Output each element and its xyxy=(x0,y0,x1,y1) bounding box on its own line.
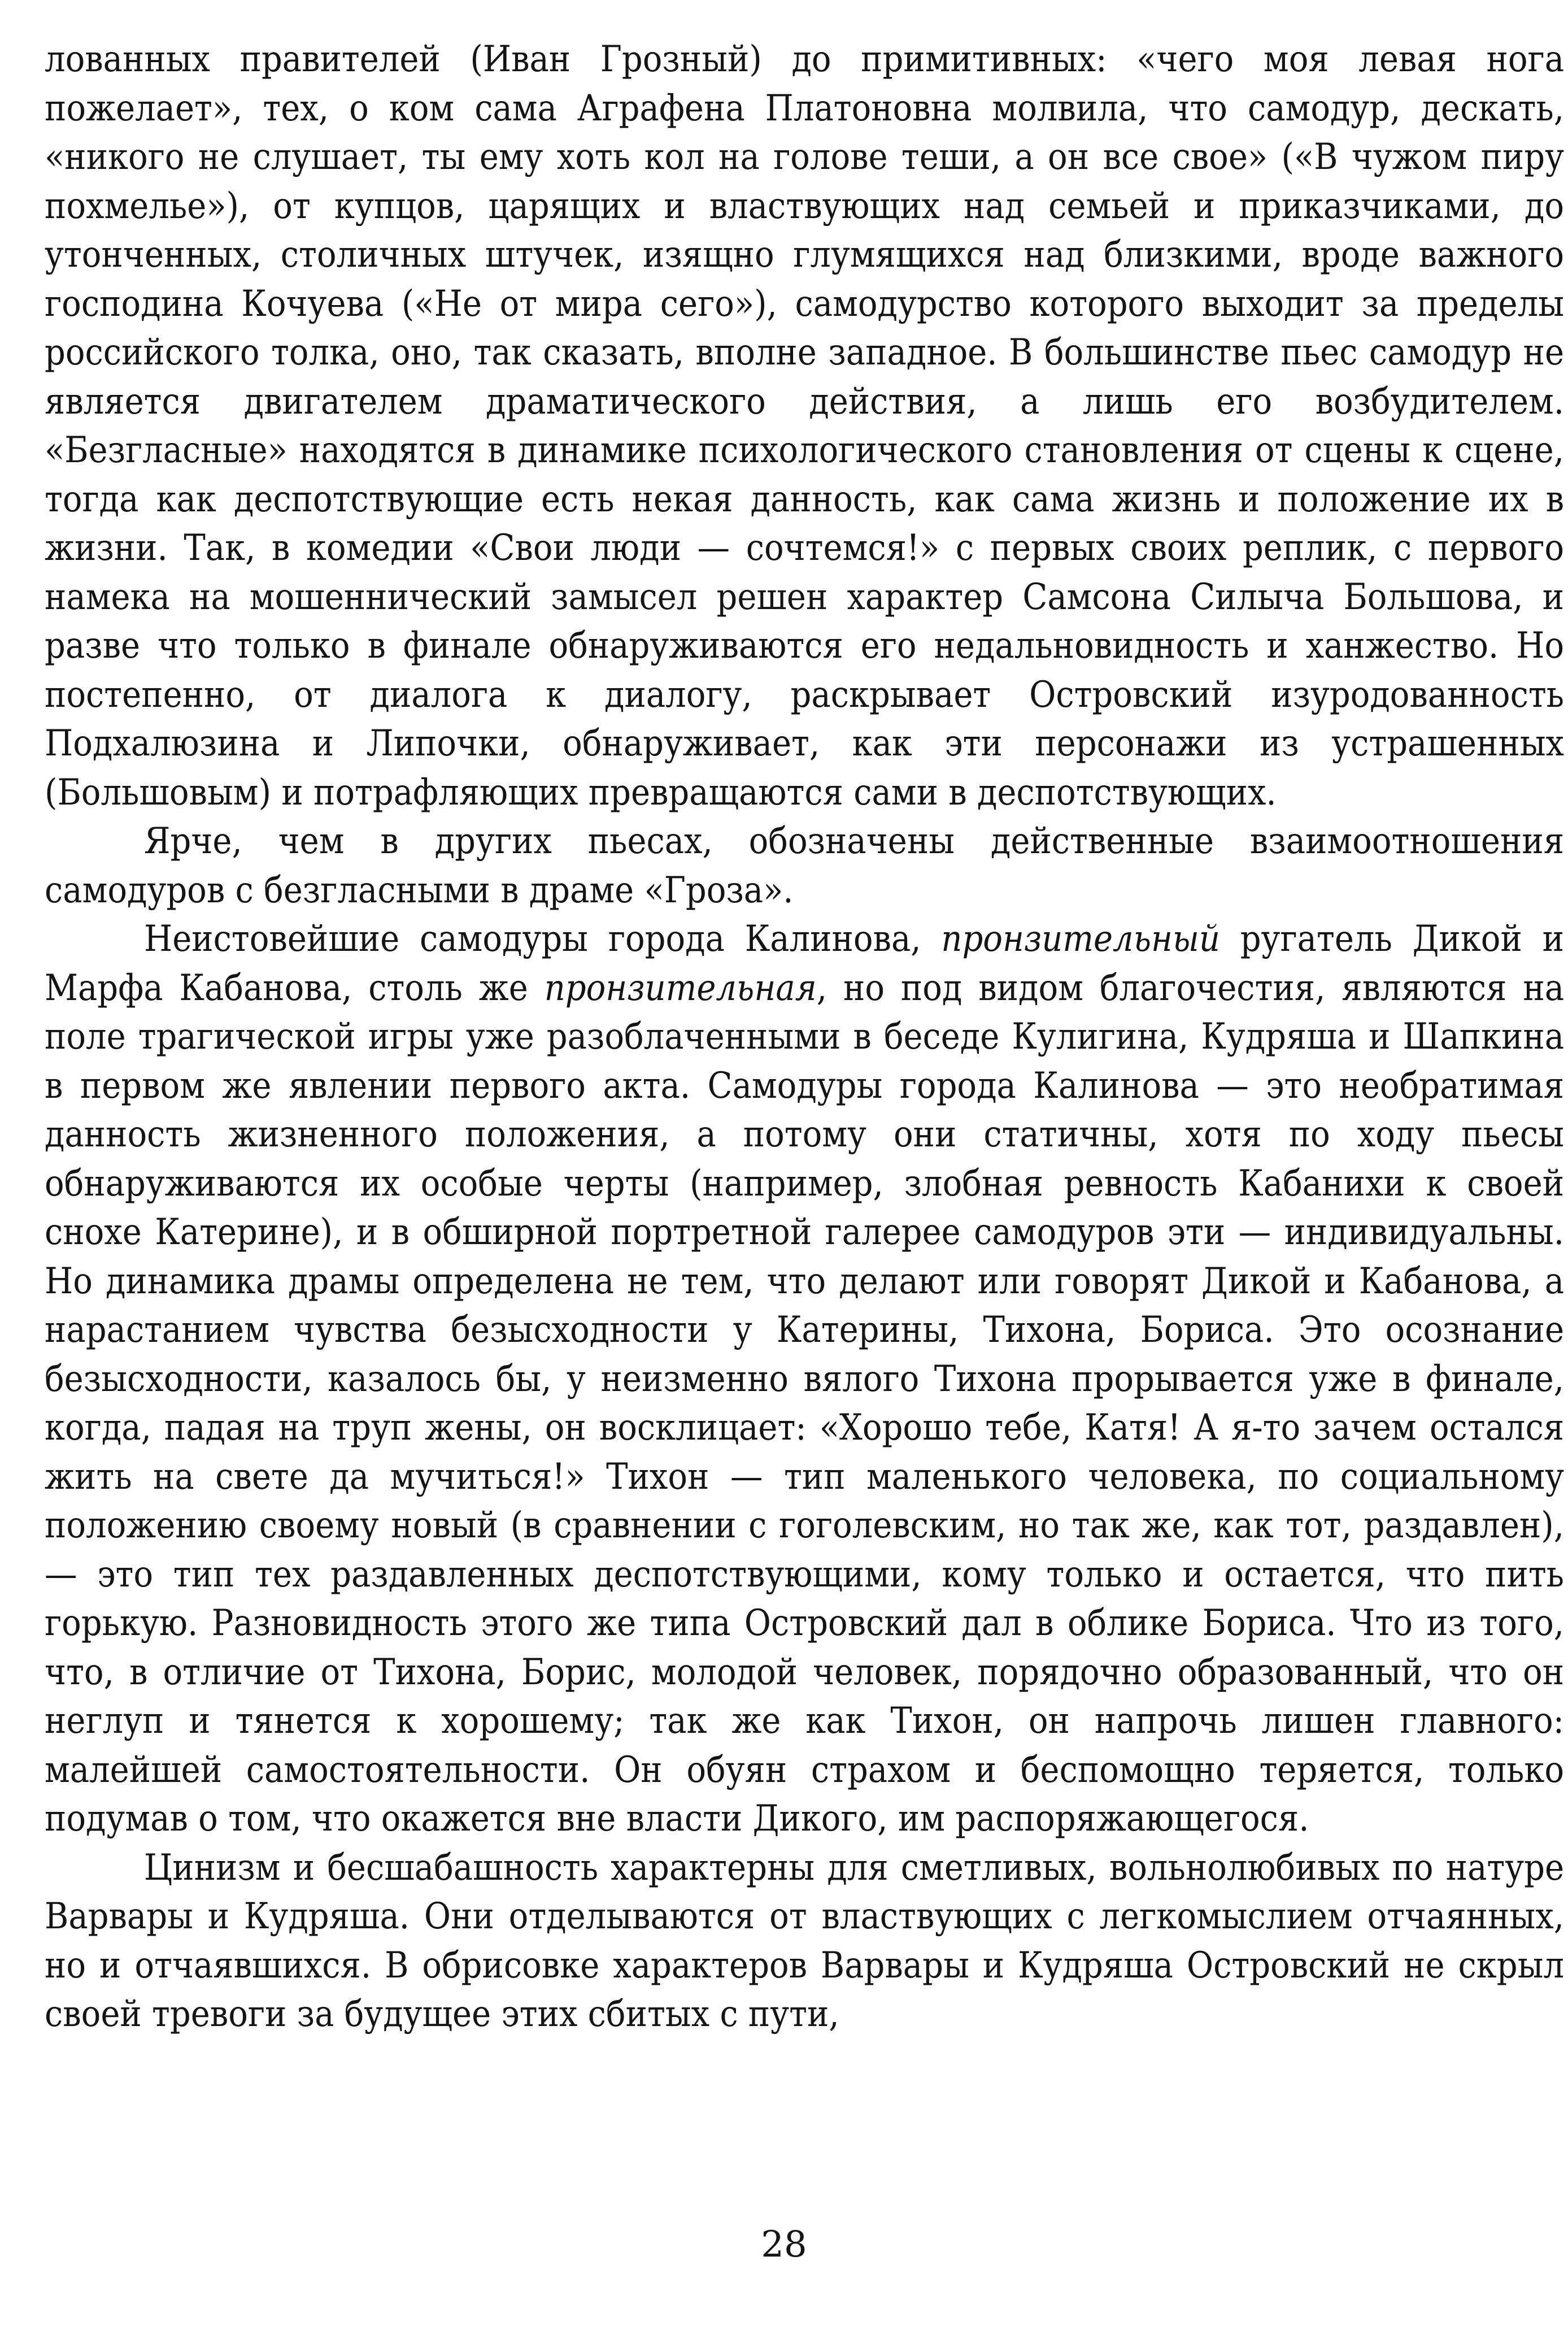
paragraph-2 xyxy=(45,817,1564,915)
paragraph-2-text: Ярче, чем в других пьесах, обозначены действенные взаимоотношения самодуров с безгласными в драме «Гроза». xyxy=(45,820,1564,911)
paragraph-3-text-b: ругатель Дикой и Марфа Кабанова, столь же xyxy=(45,918,1565,1009)
paragraph-4-text: Цинизм и бесшабашность характерны для сметливых, вольнолюбивых по натуре Варвары и Кудряша. Они отделываются от властвующих с легкомыслием отчаянных, но и отчаявшихся. В обрисовке характеров Варвары и Кудряша Островский не скрыл своей тревоги за будущее этих сбитых с пути, xyxy=(45,1846,1564,2035)
paragraph-1 xyxy=(45,35,1564,817)
paragraph-4 xyxy=(45,1844,1564,2039)
paragraph-1-text: лованных правителей (Иван Грозный) до примитивных: «чего моя левая нога пожелает», тех, о ком сама Аграфена Платоновна молвила, что самодур, дескать, «никого не слушает, ты ему хоть кол на голове теши, а он все свое» («В чужом пиру похмелье»), от купцов, царящих и властвующих над семьей и приказчиками, до утонченных, столичных штучек, изящно глумящихся над близкими, вроде важного господина Кочуева («Не от мира сего»), самодурство которого выходит за пределы российского толка, оно, так сказать, вполне западное. В большинстве пьес самодур не является двигателем драматического действия, а лишь его возбудителем. «Безгласные» находятся в динамике психологического становления от сцены к сцене, тогда как деспотствующие есть некая данность, как сама жизнь и положение их в жизни. Так, в комедии «Свои люди — сочтемся!» с первых своих реплик, с первого намека на мошеннический замысел решен характер Самсона Силыча Большова, и разве что только в финале обнаруживаются его недальновидность и ханжество. Но постепенно, от диалога к диалогу, раскрывает Островский изуродованность Подхалюзина и Липочки, обнаруживает, как эти персонажи из устрашенных (Большовым) и потрафляющих превращаются сами в деспотствующих. xyxy=(45,38,1564,814)
paragraph-3-italic-a: пронзительный xyxy=(941,918,1220,960)
page-body xyxy=(45,35,1564,2039)
paragraph-3-text-c: , но под видом благочестия, являются на поле трагической игры уже разоблаченными в беседе Кулигина, Кудряша и Шапкина в первом же явлении первого акта. Самодуры города Калинова — это необратимая данность жизненного положения, а потому они статичны, хотя по ходу пьесы обнаруживаются их особые черты (например, злобная ревность Кабанихи к своей снохе Катерине), и в обширной портретной галерее самодуров эти — индивидуальны. Но динамика драмы определена не тем, что делают или говорят Дикой и Кабанова, а нарастанием чувства безысходности у Катерины, Тихона, Бориса. Это осознание безысходности, казалось бы, у неизменно вялого Тихона прорывается уже в финале, когда, падая на труп жены, он восклицает: «Хорошо тебе, Катя! А я-то зачем остался жить на свете да мучиться!» Тихон — тип маленького человека, по социальному положению своему новый (в сравнении с гоголевским, но так же, как тот, раздавлен),— это тип тех раздавленных деспотствующими, кому только и остается, что пить горькую. Разновидность этого же типа Островский дал в облике Бориса. Что из того, что, в отличие от Тихона, Борис, молодой человек, порядочно образованный, что он неглуп и тянется к хорошему; так же как Тихон, он напрочь лишен главного: малейшей самостоятельности. Он обуян страхом и беспомощно теряется, только подумав о том, что окажется вне власти Дикого, им распоряжающегося. xyxy=(45,967,1565,1840)
paragraph-3-text-a: Неистовейшие самодуры города Калинова, xyxy=(144,918,942,960)
paragraph-3 xyxy=(45,915,1564,1844)
page-number: 28 xyxy=(761,2224,807,2266)
paragraph-3-italic-b: пронзительная xyxy=(544,967,817,1009)
